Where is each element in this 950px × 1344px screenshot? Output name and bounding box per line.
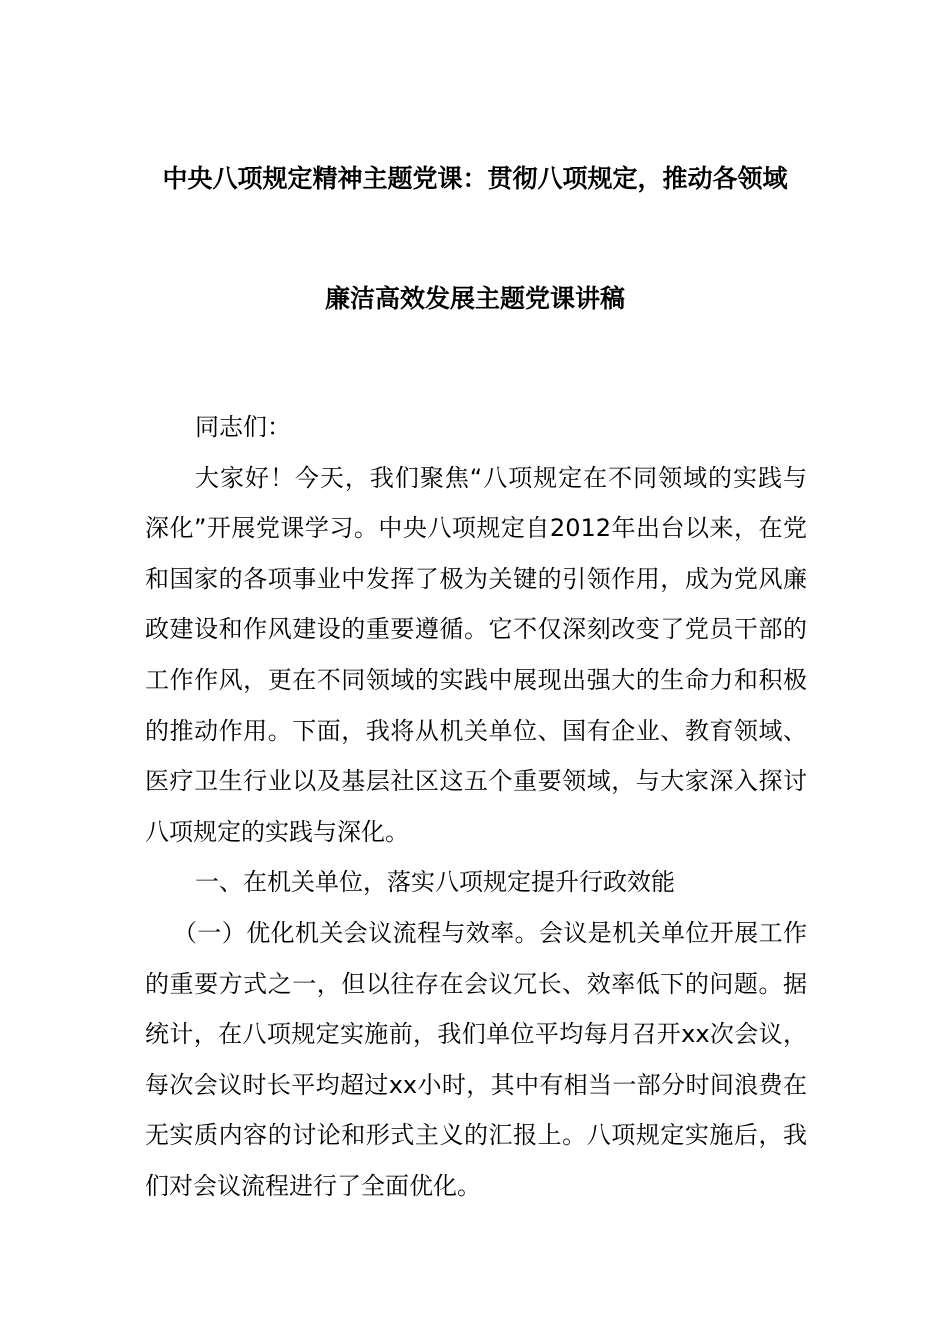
document-title-line-2: 廉洁高效发展主题党课讲稿: [324, 284, 625, 313]
intro-paragraph: 大家好！今天，我们聚焦“八项规定在不同领域的实践与深化”开展党课学习。中央八项规定自2012年出台以来，在党和国家的各项事业中发挥了极为关键的引领作用，成为党风廉政建设和作风建设的重要遵循。它不仅深刻改变了党员干部的工作作风，更在不同领域的实践中展现出强大的生命力和积极的推动作用。下面，我将从机关单位、国有企业、教育领域、医疗卫生行业以及基层社区这五个重要领域，与大家深入探讨八项规定的实践与深化。: [145, 463, 807, 846]
document-body: [145, 402, 807, 1212]
subsection-paragraph: （一）优化机关会议流程与效率。会议是机关单位开展工作的重要方式之一，但以往存在会议冗长、效率低下的问题。据统计，在八项规定实施前，我们单位平均每月召开xx次会议，每次会议时长平均超过xx小时，其中有相当一部分时间浪费在无实质内容的讨论和形式主义的汇报上。八项规定实施后，我们对会议流程进行了全面优化。: [145, 918, 807, 1200]
document-title-line-1: 中央八项规定精神主题党课：贯彻八项规定，推动各领域: [162, 164, 788, 193]
salutation: 同志们：: [195, 413, 291, 441]
section-heading: 一、在机关单位，落实八项规定提升行政效能: [195, 868, 675, 897]
